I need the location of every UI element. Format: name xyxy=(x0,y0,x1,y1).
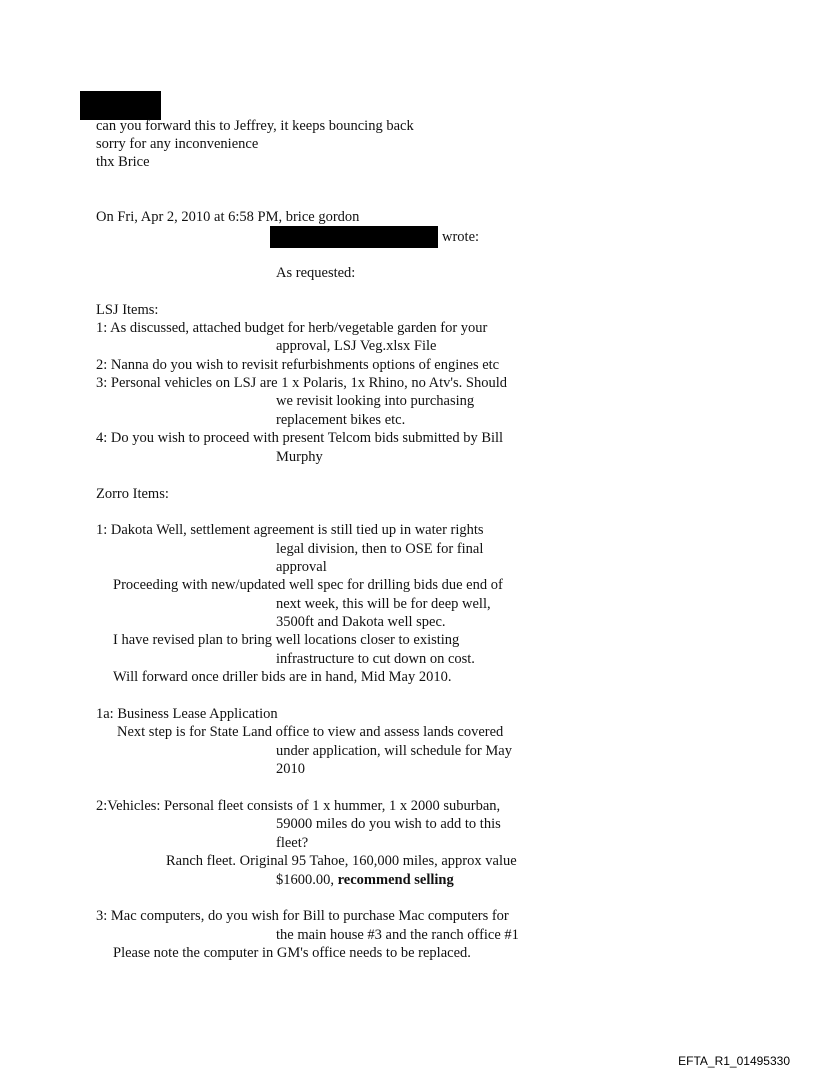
lsj-item-4-cont: Murphy xyxy=(276,449,323,465)
zorro-item-1-cont: legal division, then to OSE for final xyxy=(276,541,484,557)
lsj-heading: LSJ Items: xyxy=(96,302,159,318)
lsj-item-4: 4: Do you wish to proceed with present Telcom bids submitted by Bill xyxy=(96,430,504,446)
lsj-item-1-cont: approval, LSJ Veg.xlsx File xyxy=(276,338,437,354)
intro-line-3: thx Brice xyxy=(96,154,150,170)
intro-line-2: sorry for any inconvenience xyxy=(96,136,259,152)
zorro-ranch-fleet-cont xyxy=(276,871,454,889)
zorro-vehicles-cont-2: fleet? xyxy=(276,835,309,851)
zorro-lease-next: Next step is for State Land office to view and assess lands covered xyxy=(117,724,504,740)
lsj-item-2: 2: Nanna do you wish to revisit refurbishments options of engines etc xyxy=(96,357,500,373)
zorro-lease-next-cont-2: 2010 xyxy=(276,761,305,777)
zorro-lease-next-cont: under application, will schedule for May xyxy=(276,743,512,759)
redaction-bar-email xyxy=(270,226,438,248)
zorro-recommend-selling: recommend selling xyxy=(337,872,454,888)
zorro-revised-plan: I have revised plan to bring well locations closer to existing xyxy=(113,632,460,648)
intro-line-1: can you forward this to Jeffrey, it keeps bouncing back xyxy=(96,118,414,134)
zorro-ranch-value: $1600.00, xyxy=(276,872,334,888)
lsj-item-1: 1: As discussed, attached budget for herb/vegetable garden for your xyxy=(96,320,488,336)
zorro-heading: Zorro Items: xyxy=(96,486,169,502)
zorro-mac-cont: the main house #3 and the ranch office #1 xyxy=(276,927,519,943)
lsj-item-3: 3: Personal vehicles on LSJ are 1 x Polaris, 1x Rhino, no Atv's. Should xyxy=(96,375,508,391)
zorro-vehicles: 2:Vehicles: Personal fleet consists of 1 x hummer, 1 x 2000 suburban, xyxy=(96,798,501,814)
lsj-item-3-cont-2: replacement bikes etc. xyxy=(276,412,406,428)
zorro-ranch-fleet: Ranch fleet. Original 95 Tahoe, 160,000 miles, approx value xyxy=(166,853,517,869)
zorro-vehicles-cont: 59000 miles do you wish to add to this xyxy=(276,816,501,832)
zorro-forward: Will forward once driller bids are in hand, Mid May 2010. xyxy=(113,669,452,685)
zorro-well-spec-cont-2: 3500ft and Dakota well spec. xyxy=(276,614,446,630)
zorro-lease-heading: 1a: Business Lease Application xyxy=(96,706,278,722)
document-id: EFTA_R1_01495330 xyxy=(678,1054,790,1068)
quote-wrote: wrote: xyxy=(442,229,480,245)
zorro-revised-plan-cont: infrastructure to cut down on cost. xyxy=(276,651,475,667)
zorro-mac-note: Please note the computer in GM's office needs to be replaced. xyxy=(113,945,471,961)
zorro-mac: 3: Mac computers, do you wish for Bill to purchase Mac computers for xyxy=(96,908,509,924)
zorro-well-spec-cont: next week, this will be for deep well, xyxy=(276,596,491,612)
zorro-item-1: 1: Dakota Well, settlement agreement is still tied up in water rights xyxy=(96,522,484,538)
quote-requested: As requested: xyxy=(276,265,356,281)
zorro-item-1-cont-2: approval xyxy=(276,559,327,575)
redaction-bar-sender xyxy=(80,91,161,120)
lsj-item-3-cont: we revisit looking into purchasing xyxy=(276,393,475,409)
zorro-well-spec: Proceeding with new/updated well spec for drilling bids due end of xyxy=(113,577,503,593)
quote-on-line: On Fri, Apr 2, 2010 at 6:58 PM, brice gordon xyxy=(96,209,360,225)
